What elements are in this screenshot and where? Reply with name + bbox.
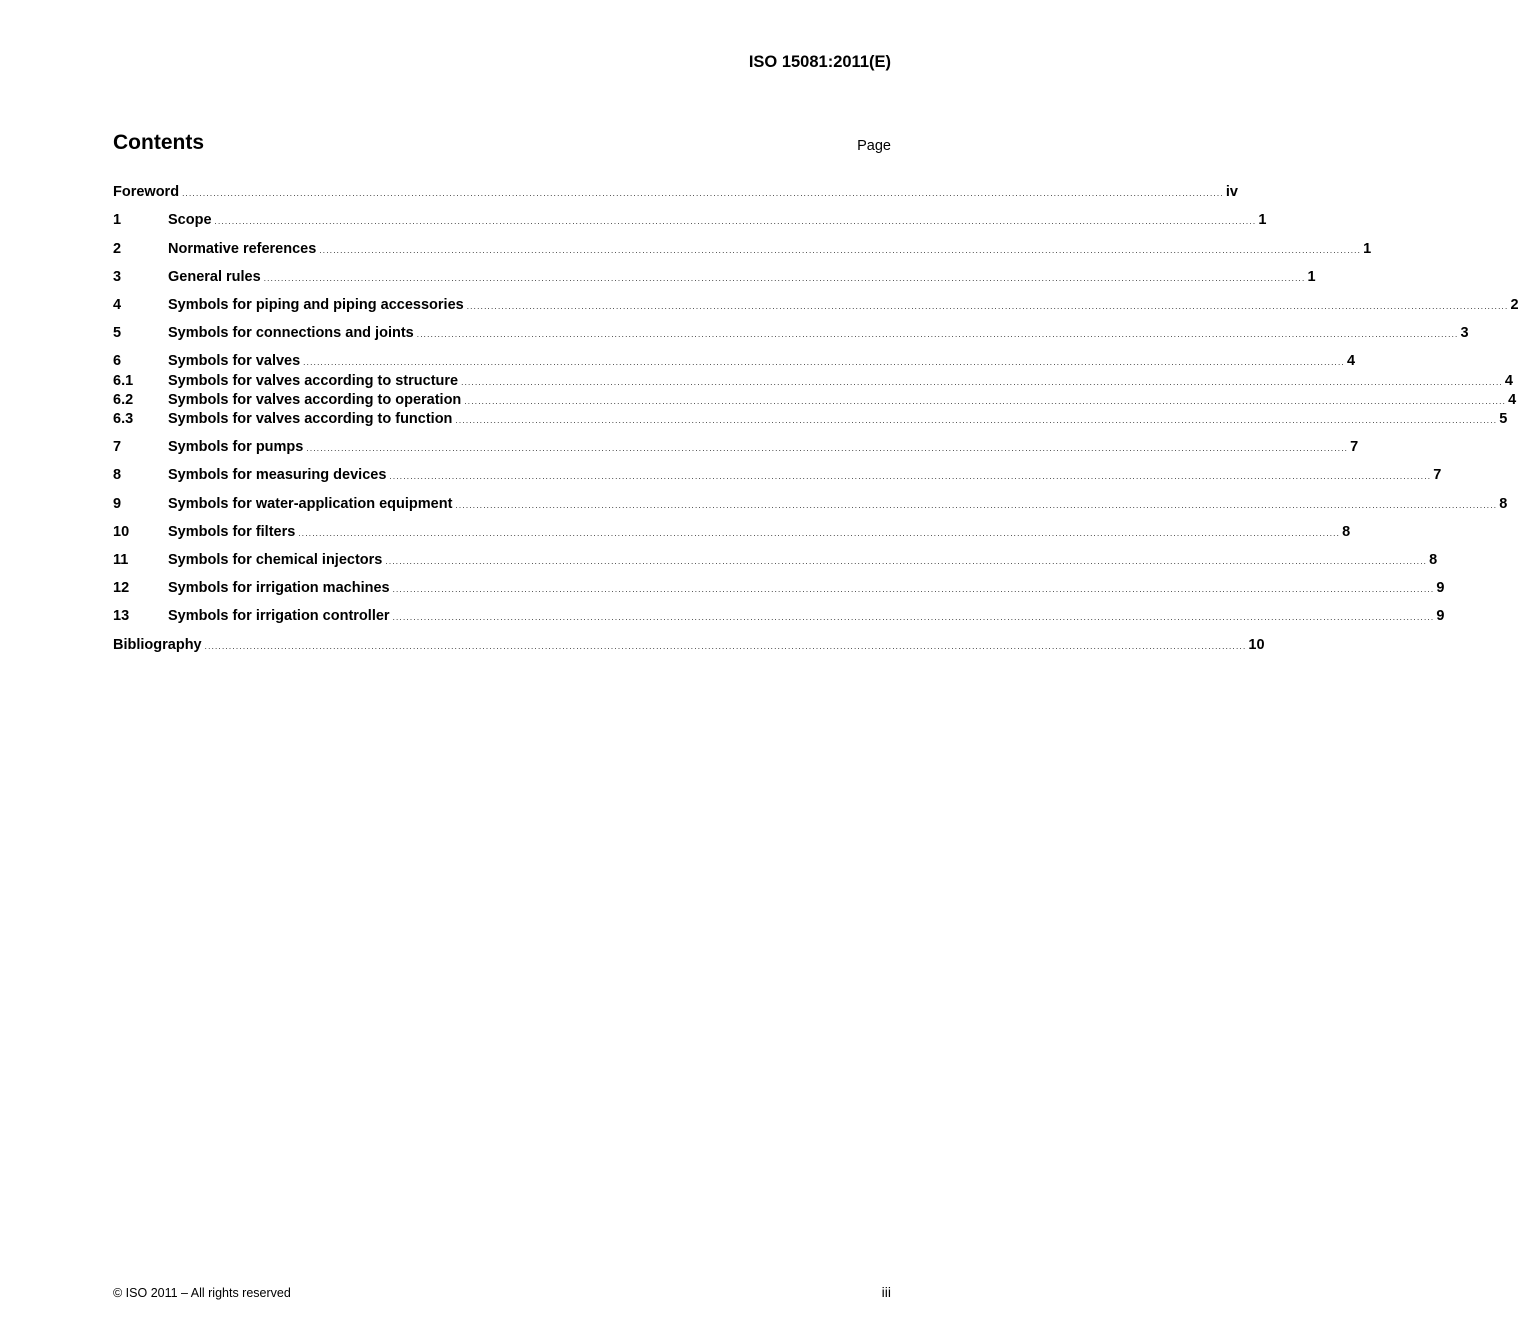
toc-entry-title: Symbols for measuring devices — [168, 467, 387, 483]
toc-entry-6-1[interactable] — [113, 371, 1513, 391]
toc-entry-bibliography[interactable] — [113, 635, 1265, 655]
toc-entry-title: Symbols for irrigation controller — [168, 608, 390, 624]
dot-leader: ............................................................................................................................................................................................................................................................................................................ — [461, 378, 1503, 387]
toc-entry-title: Symbols for irrigation machines — [168, 580, 390, 596]
toc-entry-1[interactable] — [113, 210, 1267, 230]
toc-entry-page: 2 — [1510, 297, 1519, 313]
toc-entry-6-2[interactable] — [113, 390, 1517, 410]
toc-entry-page: 10 — [1248, 637, 1265, 653]
dot-leader: ............................................................................................................................................................................................................................................................................................................ — [466, 302, 1509, 311]
dot-leader: ............................................................................................................................................................................................................................................................................................................ — [303, 358, 1345, 367]
toc-entry-number: 2 — [113, 241, 122, 257]
toc-entry-11[interactable] — [113, 550, 1438, 570]
dot-leader: ............................................................................................................................................................................................................................................................................................................ — [464, 397, 1507, 406]
footer-copyright: © ISO 2011 – All rights reserved — [113, 1286, 291, 1300]
toc-entry-2[interactable] — [113, 239, 1372, 259]
dot-leader: ............................................................................................................................................................................................................................................................................................................ — [306, 444, 1349, 453]
toc-entry-title: General rules — [168, 269, 261, 285]
toc-entry-number: 8 — [113, 467, 122, 483]
dot-leader: ............................................................................................................................................................................................................................................................................................................ — [392, 585, 1435, 594]
dot-leader: ............................................................................................................................................................................................................................................................................................................ — [389, 472, 1432, 481]
toc-entry-title: Symbols for piping and piping accessories — [168, 297, 464, 313]
toc-entry-title: Symbols for filters — [168, 524, 296, 540]
toc-entry-title: Symbols for valves according to operation — [168, 392, 462, 408]
dot-leader: ............................................................................................................................................................................................................................................................................................................ — [392, 613, 1435, 622]
dot-leader: ............................................................................................................................................................................................................................................................................................................ — [455, 501, 1498, 510]
toc-entry-number: 6.3 — [113, 411, 134, 427]
toc-entry-number: 3 — [113, 269, 122, 285]
toc-entry-page: 9 — [1436, 580, 1445, 596]
dot-leader: ............................................................................................................................................................................................................................................................................................................ — [263, 274, 1306, 283]
toc-entry-page: 4 — [1346, 353, 1356, 369]
contents-heading: Contents — [113, 131, 204, 154]
toc-entry-5[interactable] — [113, 323, 1469, 343]
toc-entry-number: 5 — [113, 325, 122, 341]
toc-entry-title: Symbols for connections and joints — [168, 325, 414, 341]
toc-entry-title: Symbols for valves according to function — [168, 411, 453, 427]
dot-leader: ............................................................................................................................................................................................................................................................................................................ — [214, 217, 1257, 226]
toc-entry-page: 5 — [1499, 411, 1508, 427]
dot-leader: ............................................................................................................................................................................................................................................................................................................ — [385, 557, 1428, 566]
toc-entry-number: 9 — [113, 496, 122, 512]
toc-entry-number: 7 — [113, 439, 122, 455]
toc-entry-number: 13 — [113, 608, 130, 624]
toc-entry-number: 12 — [113, 580, 130, 596]
toc-entry-title: Symbols for water-application equipment — [168, 496, 453, 512]
toc-entry-4[interactable] — [113, 295, 1519, 315]
toc-entry-number: 10 — [113, 524, 130, 540]
toc-entry-page: 1 — [1363, 241, 1372, 257]
toc-entry-6[interactable] — [113, 351, 1356, 371]
toc-entry-page: iv — [1225, 184, 1238, 200]
footer-page-number: iii — [881, 1284, 891, 1300]
toc-entry-page: 8 — [1342, 524, 1351, 540]
toc-entry-page: 4 — [1504, 373, 1513, 389]
toc-entry-page: 4 — [1508, 392, 1517, 408]
toc-entry-10[interactable] — [113, 522, 1351, 542]
toc-entry-12[interactable] — [113, 578, 1445, 598]
toc-entry-title: Bibliography — [113, 637, 202, 653]
toc-entry-title: Symbols for chemical injectors — [168, 552, 383, 568]
toc-entry-3[interactable] — [113, 267, 1316, 287]
dot-leader: ............................................................................................................................................................................................................................................................................................................ — [455, 416, 1498, 425]
toc-entry-9[interactable] — [113, 494, 1508, 514]
toc-entry-page: 3 — [1460, 325, 1469, 341]
toc-entry-title: Foreword — [113, 184, 180, 200]
page-column-label: Page — [857, 138, 891, 154]
document-id: ISO 15081:2011(E) — [748, 53, 891, 71]
toc-entry-title: Symbols for valves — [168, 353, 301, 369]
toc-entry-title: Symbols for pumps — [168, 439, 304, 455]
toc-entry-number: 11 — [113, 552, 129, 568]
dot-leader: ............................................................................................................................................................................................................................................................................................................ — [182, 189, 1224, 198]
toc-entry-number: 4 — [113, 297, 122, 313]
toc-entry-title: Symbols for valves according to structure — [168, 373, 459, 389]
dot-leader: ............................................................................................................................................................................................................................................................................................................ — [204, 642, 1247, 651]
toc-entry-page: 8 — [1429, 552, 1438, 568]
toc-entry-page: 7 — [1433, 467, 1442, 483]
toc-entry-page: 1 — [1307, 269, 1316, 285]
toc-entry-13[interactable] — [113, 606, 1445, 626]
toc-entry-7[interactable] — [113, 437, 1359, 457]
toc-entry-page: 8 — [1499, 496, 1508, 512]
toc-entry-number: 1 — [113, 212, 122, 228]
dot-leader: ............................................................................................................................................................................................................................................................................................................ — [298, 529, 1341, 538]
toc-entry-page: 1 — [1258, 212, 1267, 228]
toc-entry-title: Scope — [168, 212, 212, 228]
toc-entry-number: 6 — [113, 353, 122, 369]
toc-entry-foreword[interactable] — [113, 182, 1238, 202]
toc-entry-number: 6.2 — [113, 392, 134, 408]
dot-leader: ............................................................................................................................................................................................................................................................................................................ — [319, 246, 1362, 255]
toc-entry-number: 6.1 — [113, 373, 134, 389]
toc-entry-6-3[interactable] — [113, 409, 1508, 429]
dot-leader: ............................................................................................................................................................................................................................................................................................................ — [416, 330, 1459, 339]
toc-entry-page: 7 — [1350, 439, 1359, 455]
toc-entry-page: 9 — [1436, 608, 1445, 624]
toc-entry-8[interactable] — [113, 465, 1442, 485]
toc-entry-title: Normative references — [168, 241, 317, 257]
